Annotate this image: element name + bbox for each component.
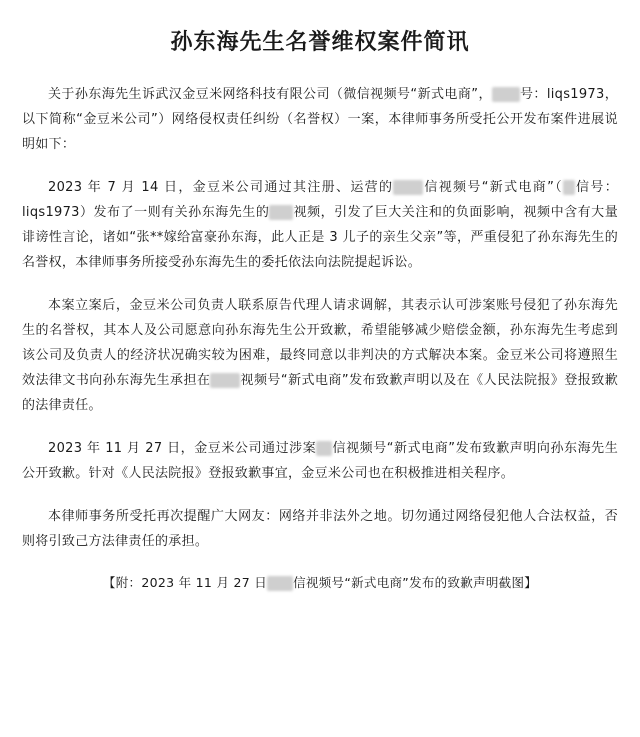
attachment-note <box>22 572 618 594</box>
text-segment: 【附：2023 年 11 月 27 日 <box>102 575 268 590</box>
text-segment: 本律师事务所受托再次提醒广大网友：网络并非法外之地。切勿通过网络侵犯他人合法权益，否则将引致己方法律责任的承担。 <box>22 509 618 549</box>
text-segment: 2023 年 7 月 14 日，金豆米公司通过其注册、运营的 <box>48 180 394 195</box>
text-segment: 2023 年 11 月 27 日，金豆米公司通过涉案 <box>48 441 317 456</box>
redacted-text <box>269 205 293 220</box>
text-segment: 信视频号“新式电商”发布致歉声明向孙东海先生公开致歉。针对《人民法院报》登报致歉事宜，金豆米公司也在积极推进相关程序。 <box>22 441 618 481</box>
redacted-text <box>563 180 575 195</box>
text-segment: 信号：liqs1973）发布了一则有关孙东海先生的 <box>22 180 618 220</box>
redacted-text <box>492 87 520 102</box>
body-paragraph <box>22 436 618 486</box>
text-segment: 视频，引发了巨大关注和的负面影响，视频中含有大量诽谤性言论，诸如“张**嫁给富豪孙东海，此人正是 3 儿子的亲生父亲”等，严重侵犯了孙东海先生的名誉权，本律师事务所接受孙东海先生的委托依法向法院提起诉讼。 <box>22 205 618 270</box>
redacted-text <box>210 373 240 388</box>
body-paragraph <box>22 293 618 418</box>
text-segment: 信视频号“新式电商”（ <box>423 180 563 195</box>
redacted-text <box>267 576 293 591</box>
text-segment: 号：liqs1973，以下简称“金豆米公司”）网络侵权责任纠纷（名誉权）一案，本律师事务所受托公开发布案件进展说明如下： <box>22 87 619 152</box>
text-segment: 视频号“新式电商”发布致歉声明以及在《人民法院报》登报致歉的法律责任。 <box>22 373 618 413</box>
redacted-text <box>316 441 332 456</box>
body-paragraph <box>22 175 618 275</box>
document-title: 孙东海先生名誉维权案件简讯 <box>170 29 470 55</box>
body-paragraph <box>22 504 618 554</box>
text-segment: 本案立案后，金豆米公司负责人联系原告代理人请求调解，其表示认可涉案账号侵犯了孙东海先生的名誉权，其本人及公司愿意向孙东海先生公开致歉，希望能够减少赔偿金额，孙东海先生考虑到该公司及负责人的经济状况确实较为困难，最终同意以非判决的方式解决本案。金豆米公司将遵照生效法律文书向孙东海先生承担在 <box>22 298 618 388</box>
body-paragraph <box>22 82 618 157</box>
document-body <box>22 82 618 554</box>
redacted-text <box>393 180 423 195</box>
text-segment: 信视频号“新式电商”发布的致歉声明截图】 <box>293 575 538 590</box>
text-segment: 关于孙东海先生诉武汉金豆米网络科技有限公司（微信视频号“新式电商”， <box>48 87 492 102</box>
